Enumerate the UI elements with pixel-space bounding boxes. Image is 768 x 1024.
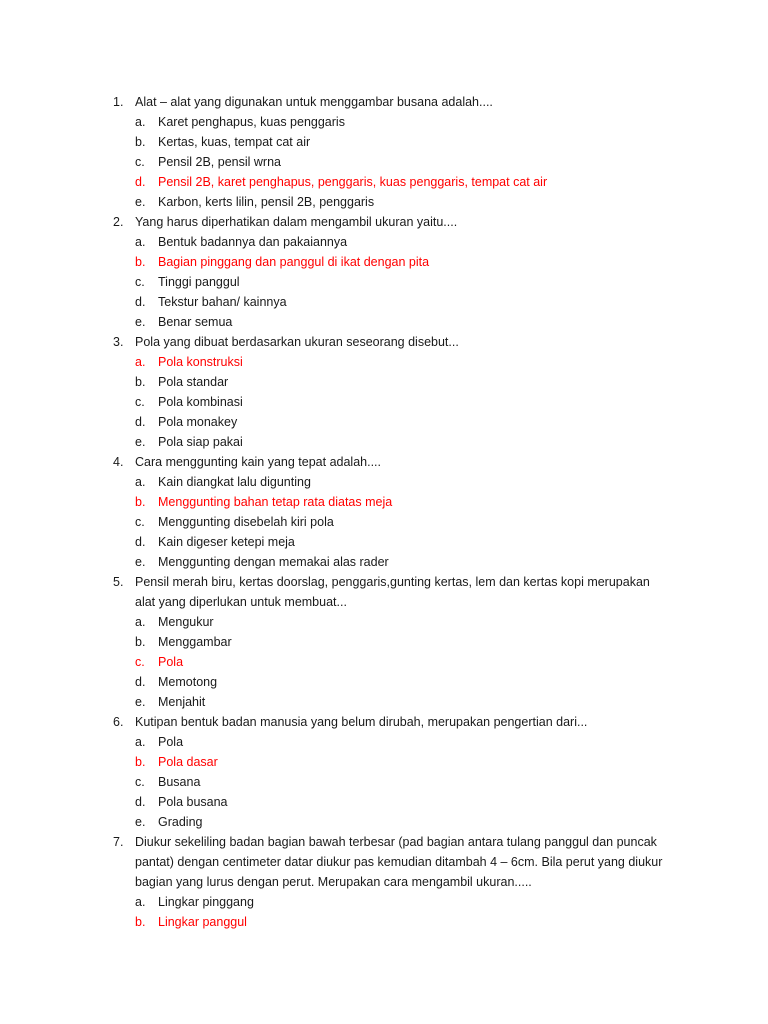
option-text: Busana — [158, 775, 201, 789]
question-text: Kutipan bentuk badan manusia yang belum dirubah, merupakan pengertian dari... — [135, 715, 588, 729]
answer-option-correct — [0, 652, 768, 672]
option-letter: b. — [135, 375, 146, 389]
answer-option — [0, 812, 768, 832]
option-text: Kertas, kuas, tempat cat air — [158, 135, 311, 149]
option-text: Pola — [158, 735, 184, 749]
answer-option — [0, 792, 768, 812]
answer-option — [0, 552, 768, 572]
answer-option — [0, 772, 768, 792]
answer-option — [0, 632, 768, 652]
answer-option-correct — [0, 252, 768, 272]
option-text: Mengukur — [158, 615, 214, 629]
answer-option — [0, 152, 768, 172]
option-text: Pola standar — [158, 375, 229, 389]
answer-option — [0, 392, 768, 412]
option-text: Pola monakey — [158, 415, 238, 429]
option-letter: a. — [135, 235, 146, 249]
option-letter: b. — [135, 255, 146, 269]
option-text: Karbon, kerts lilin, pensil 2B, penggaris — [158, 195, 375, 209]
question-text: Pola yang dibuat berdasarkan ukuran seseorang disebut... — [135, 335, 459, 349]
question-5 — [0, 572, 768, 612]
option-letter: c. — [135, 275, 145, 289]
answer-option-correct — [0, 492, 768, 512]
option-text: Benar semua — [158, 315, 233, 329]
option-letter: d. — [135, 175, 146, 189]
option-letter: b. — [135, 495, 146, 509]
answer-option — [0, 432, 768, 452]
option-letter: c. — [135, 395, 145, 409]
option-text: Lingkar pinggang — [158, 895, 254, 909]
option-letter: c. — [135, 775, 145, 789]
option-text: Memotong — [158, 675, 218, 689]
option-letter: b. — [135, 635, 146, 649]
answer-option — [0, 232, 768, 252]
option-text: Kain digeser ketepi meja — [158, 535, 295, 549]
answer-option — [0, 312, 768, 332]
answer-option — [0, 612, 768, 632]
option-letter: a. — [135, 115, 146, 129]
option-text: Pensil 2B, karet penghapus, penggaris, kuas penggaris, tempat cat air — [158, 175, 548, 189]
option-letter: a. — [135, 615, 146, 629]
option-letter: b. — [135, 755, 146, 769]
question-number: 7. — [113, 835, 124, 849]
option-text: Pola — [158, 655, 184, 669]
option-letter: b. — [135, 135, 146, 149]
option-text: Bagian pinggang dan panggul di ikat dengan pita — [158, 255, 430, 269]
question-number: 6. — [113, 715, 124, 729]
option-letter: a. — [135, 355, 146, 369]
option-text: Menggunting disebelah kiri pola — [158, 515, 334, 529]
answer-option-correct — [0, 352, 768, 372]
option-text: Menggunting bahan tetap rata diatas meja — [158, 495, 393, 509]
option-letter: e. — [135, 435, 146, 449]
answer-option — [0, 532, 768, 552]
answer-option — [0, 412, 768, 432]
question-2 — [0, 212, 768, 232]
answer-option — [0, 692, 768, 712]
option-letter: c. — [135, 655, 145, 669]
question-text: Cara menggunting kain yang tepat adalah.... — [135, 455, 382, 469]
option-text: Pola busana — [158, 795, 228, 809]
option-text: Pola siap pakai — [158, 435, 243, 449]
answer-option-correct — [0, 752, 768, 772]
option-letter: d. — [135, 295, 146, 309]
question-number: 5. — [113, 575, 124, 589]
option-letter: b. — [135, 915, 146, 929]
question-3 — [0, 332, 768, 352]
question-list — [0, 92, 768, 932]
option-letter: a. — [135, 895, 146, 909]
answer-option — [0, 192, 768, 212]
option-letter: e. — [135, 555, 146, 569]
answer-option — [0, 372, 768, 392]
option-text: Tinggi panggul — [158, 275, 240, 289]
answer-option — [0, 132, 768, 152]
question-number: 2. — [113, 215, 124, 229]
option-text: Lingkar panggul — [158, 915, 247, 929]
option-text: Karet penghapus, kuas penggaris — [158, 115, 345, 129]
answer-option — [0, 732, 768, 752]
answer-option — [0, 292, 768, 312]
answer-option-correct — [0, 172, 768, 192]
answer-option — [0, 672, 768, 692]
option-text: Menggambar — [158, 635, 232, 649]
option-letter: a. — [135, 475, 146, 489]
question-number: 4. — [113, 455, 124, 469]
question-number: 3. — [113, 335, 124, 349]
question-text: Alat – alat yang digunakan untuk menggambar busana adalah.... — [135, 95, 493, 109]
option-text: Kain diangkat lalu digunting — [158, 475, 311, 489]
option-letter: e. — [135, 315, 146, 329]
option-text: Pola konstruksi — [158, 355, 243, 369]
question-6 — [0, 712, 768, 732]
option-text: Pola kombinasi — [158, 395, 243, 409]
answer-option — [0, 512, 768, 532]
question-text: Diukur sekeliling badan bagian bawah terbesar (pad bagian antara tulang panggul dan puncak pantat) dengan centimeter datar diukur pas kemudian ditambah 4 – 6cm. Bila perut yang diukur bagian yang lurus dengan perut. Merupakan cara mengambil ukuran..... — [135, 835, 663, 889]
answer-option — [0, 892, 768, 912]
option-letter: d. — [135, 675, 146, 689]
option-letter: c. — [135, 155, 145, 169]
option-text: Tekstur bahan/ kainnya — [158, 295, 287, 309]
question-text: Pensil merah biru, kertas doorslag, penggaris,gunting kertas, lem dan kertas kopi merupakan alat yang diperlukan untuk membuat... — [135, 575, 650, 609]
option-text: Menjahit — [158, 695, 206, 709]
option-text: Pola dasar — [158, 755, 218, 769]
question-1 — [0, 92, 768, 112]
option-letter: d. — [135, 415, 146, 429]
option-letter: e. — [135, 815, 146, 829]
option-letter: a. — [135, 735, 146, 749]
question-4 — [0, 452, 768, 472]
answer-option-correct — [0, 912, 768, 932]
option-letter: d. — [135, 535, 146, 549]
option-text: Bentuk badannya dan pakaiannya — [158, 235, 348, 249]
option-text: Pensil 2B, pensil wrna — [158, 155, 281, 169]
option-text: Grading — [158, 815, 203, 829]
answer-option — [0, 112, 768, 132]
option-letter: e. — [135, 195, 146, 209]
option-letter: d. — [135, 795, 146, 809]
question-text: Yang harus diperhatikan dalam mengambil ukuran yaitu.... — [135, 215, 458, 229]
option-text: Menggunting dengan memakai alas rader — [158, 555, 389, 569]
option-letter: e. — [135, 695, 146, 709]
question-number: 1. — [113, 95, 124, 109]
option-letter: c. — [135, 515, 145, 529]
answer-option — [0, 272, 768, 292]
question-7 — [0, 832, 768, 892]
answer-option — [0, 472, 768, 492]
